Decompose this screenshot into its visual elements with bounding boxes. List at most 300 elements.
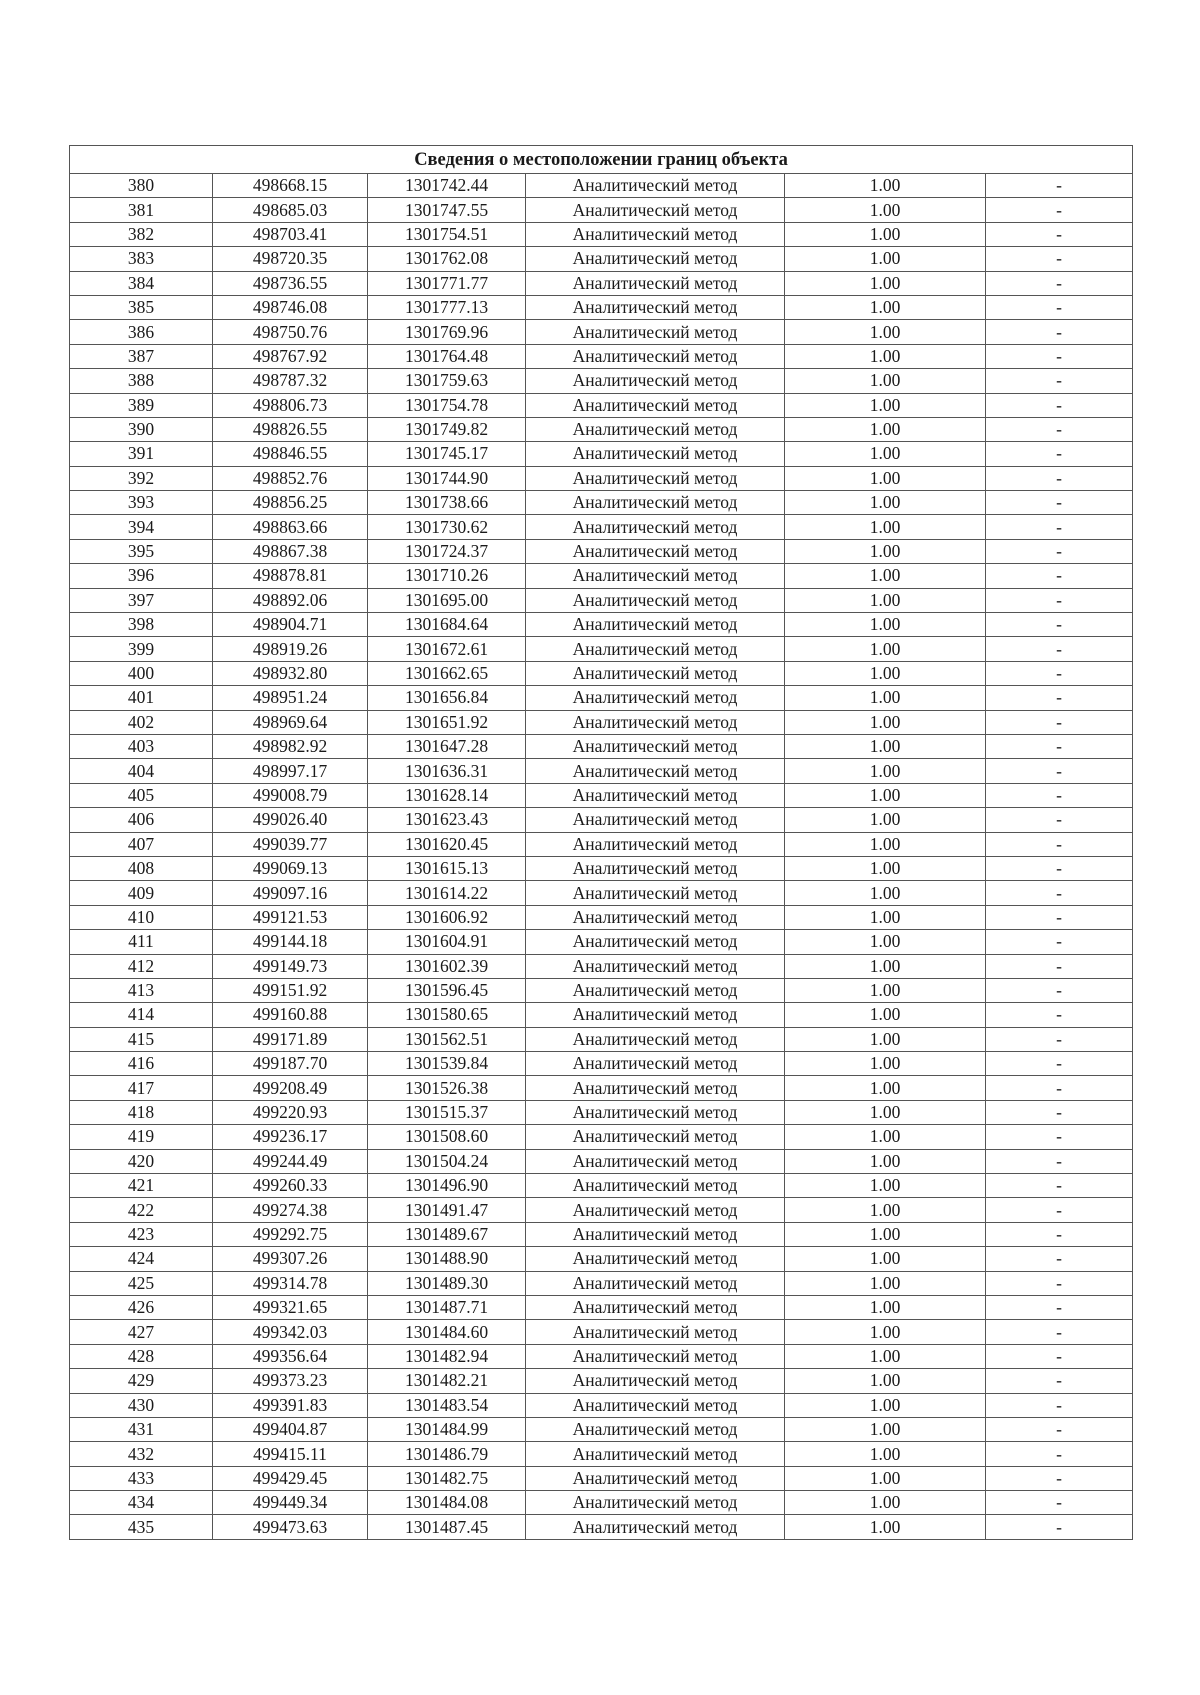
point-number-cell: 416	[70, 1052, 213, 1076]
method-cell: Аналитический метод	[526, 1466, 785, 1490]
note-cell: -	[986, 247, 1133, 271]
y-coordinate-cell: 1301482.21	[368, 1369, 526, 1393]
method-cell: Аналитический метод	[526, 1052, 785, 1076]
y-coordinate-cell: 1301606.92	[368, 905, 526, 929]
method-cell: Аналитический метод	[526, 1417, 785, 1441]
table-row	[70, 1369, 1133, 1393]
method-cell: Аналитический метод	[526, 1369, 785, 1393]
method-cell: Аналитический метод	[526, 661, 785, 685]
accuracy-cell: 1.00	[785, 954, 986, 978]
note-cell: -	[986, 1125, 1133, 1149]
y-coordinate-cell: 1301484.08	[368, 1491, 526, 1515]
note-cell: -	[986, 174, 1133, 198]
x-coordinate-cell: 498852.76	[213, 466, 368, 490]
method-cell: Аналитический метод	[526, 369, 785, 393]
accuracy-cell: 1.00	[785, 881, 986, 905]
x-coordinate-cell: 499208.49	[213, 1076, 368, 1100]
method-cell: Аналитический метод	[526, 734, 785, 758]
x-coordinate-cell: 499039.77	[213, 832, 368, 856]
method-cell: Аналитический метод	[526, 1125, 785, 1149]
y-coordinate-cell: 1301486.79	[368, 1442, 526, 1466]
table-row	[70, 613, 1133, 637]
accuracy-cell: 1.00	[785, 1100, 986, 1124]
note-cell: -	[986, 1320, 1133, 1344]
table-row	[70, 808, 1133, 832]
method-cell: Аналитический метод	[526, 174, 785, 198]
method-cell: Аналитический метод	[526, 1198, 785, 1222]
x-coordinate-cell: 499373.23	[213, 1369, 368, 1393]
x-coordinate-cell: 499121.53	[213, 905, 368, 929]
accuracy-cell: 1.00	[785, 930, 986, 954]
point-number-cell: 407	[70, 832, 213, 856]
accuracy-cell: 1.00	[785, 320, 986, 344]
method-cell: Аналитический метод	[526, 393, 785, 417]
accuracy-cell: 1.00	[785, 783, 986, 807]
x-coordinate-cell: 498904.71	[213, 613, 368, 637]
method-cell: Аналитический метод	[526, 320, 785, 344]
table-row	[70, 759, 1133, 783]
method-cell: Аналитический метод	[526, 1003, 785, 1027]
method-cell: Аналитический метод	[526, 1393, 785, 1417]
x-coordinate-cell: 499404.87	[213, 1417, 368, 1441]
note-cell: -	[986, 734, 1133, 758]
method-cell: Аналитический метод	[526, 442, 785, 466]
x-coordinate-cell: 499415.11	[213, 1442, 368, 1466]
note-cell: -	[986, 1442, 1133, 1466]
accuracy-cell: 1.00	[785, 174, 986, 198]
point-number-cell: 429	[70, 1369, 213, 1393]
table-row	[70, 686, 1133, 710]
accuracy-cell: 1.00	[785, 613, 986, 637]
method-cell: Аналитический метод	[526, 759, 785, 783]
point-number-cell: 390	[70, 417, 213, 441]
x-coordinate-cell: 499314.78	[213, 1271, 368, 1295]
method-cell: Аналитический метод	[526, 783, 785, 807]
x-coordinate-cell: 499391.83	[213, 1393, 368, 1417]
x-coordinate-cell: 499429.45	[213, 1466, 368, 1490]
accuracy-cell: 1.00	[785, 588, 986, 612]
point-number-cell: 433	[70, 1466, 213, 1490]
method-cell: Аналитический метод	[526, 637, 785, 661]
y-coordinate-cell: 1301684.64	[368, 613, 526, 637]
x-coordinate-cell: 499356.64	[213, 1344, 368, 1368]
title-row	[70, 146, 1133, 174]
accuracy-cell: 1.00	[785, 905, 986, 929]
accuracy-cell: 1.00	[785, 1174, 986, 1198]
x-coordinate-cell: 499026.40	[213, 808, 368, 832]
note-cell: -	[986, 978, 1133, 1002]
point-number-cell: 402	[70, 710, 213, 734]
method-cell: Аналитический метод	[526, 1149, 785, 1173]
method-cell: Аналитический метод	[526, 710, 785, 734]
accuracy-cell: 1.00	[785, 710, 986, 734]
x-coordinate-cell: 498846.55	[213, 442, 368, 466]
accuracy-cell: 1.00	[785, 442, 986, 466]
x-coordinate-cell: 498703.41	[213, 222, 368, 246]
x-coordinate-cell: 499171.89	[213, 1027, 368, 1051]
y-coordinate-cell: 1301759.63	[368, 369, 526, 393]
method-cell: Аналитический метод	[526, 247, 785, 271]
point-number-cell: 418	[70, 1100, 213, 1124]
method-cell: Аналитический метод	[526, 978, 785, 1002]
point-number-cell: 414	[70, 1003, 213, 1027]
table-row	[70, 564, 1133, 588]
y-coordinate-cell: 1301769.96	[368, 320, 526, 344]
point-number-cell: 411	[70, 930, 213, 954]
y-coordinate-cell: 1301614.22	[368, 881, 526, 905]
accuracy-cell: 1.00	[785, 247, 986, 271]
table-row	[70, 442, 1133, 466]
y-coordinate-cell: 1301651.92	[368, 710, 526, 734]
note-cell: -	[986, 637, 1133, 661]
table-row	[70, 588, 1133, 612]
point-number-cell: 434	[70, 1491, 213, 1515]
accuracy-cell: 1.00	[785, 1515, 986, 1539]
note-cell: -	[986, 1222, 1133, 1246]
x-coordinate-cell: 498951.24	[213, 686, 368, 710]
x-coordinate-cell: 498919.26	[213, 637, 368, 661]
method-cell: Аналитический метод	[526, 1174, 785, 1198]
note-cell: -	[986, 905, 1133, 929]
y-coordinate-cell: 1301749.82	[368, 417, 526, 441]
table-row	[70, 1295, 1133, 1319]
point-number-cell: 401	[70, 686, 213, 710]
x-coordinate-cell: 499244.49	[213, 1149, 368, 1173]
x-coordinate-cell: 498736.55	[213, 271, 368, 295]
method-cell: Аналитический метод	[526, 856, 785, 880]
y-coordinate-cell: 1301489.67	[368, 1222, 526, 1246]
accuracy-cell: 1.00	[785, 1466, 986, 1490]
x-coordinate-cell: 499307.26	[213, 1247, 368, 1271]
y-coordinate-cell: 1301747.55	[368, 198, 526, 222]
x-coordinate-cell: 499144.18	[213, 930, 368, 954]
point-number-cell: 399	[70, 637, 213, 661]
accuracy-cell: 1.00	[785, 295, 986, 319]
accuracy-cell: 1.00	[785, 637, 986, 661]
method-cell: Аналитический метод	[526, 588, 785, 612]
table-row	[70, 1003, 1133, 1027]
accuracy-cell: 1.00	[785, 832, 986, 856]
table-row	[70, 734, 1133, 758]
note-cell: -	[986, 1344, 1133, 1368]
note-cell: -	[986, 271, 1133, 295]
x-coordinate-cell: 499274.38	[213, 1198, 368, 1222]
method-cell: Аналитический метод	[526, 491, 785, 515]
y-coordinate-cell: 1301484.99	[368, 1417, 526, 1441]
x-coordinate-cell: 498787.32	[213, 369, 368, 393]
method-cell: Аналитический метод	[526, 1295, 785, 1319]
note-cell: -	[986, 759, 1133, 783]
point-number-cell: 423	[70, 1222, 213, 1246]
method-cell: Аналитический метод	[526, 1247, 785, 1271]
table-row	[70, 198, 1133, 222]
method-cell: Аналитический метод	[526, 1027, 785, 1051]
point-number-cell: 417	[70, 1076, 213, 1100]
table-title: Сведения о местоположении границ объекта	[70, 146, 1133, 174]
point-number-cell: 408	[70, 856, 213, 880]
table-row	[70, 222, 1133, 246]
method-cell: Аналитический метод	[526, 564, 785, 588]
point-number-cell: 384	[70, 271, 213, 295]
x-coordinate-cell: 498982.92	[213, 734, 368, 758]
accuracy-cell: 1.00	[785, 491, 986, 515]
note-cell: -	[986, 393, 1133, 417]
y-coordinate-cell: 1301508.60	[368, 1125, 526, 1149]
x-coordinate-cell: 498746.08	[213, 295, 368, 319]
table-row	[70, 1027, 1133, 1051]
note-cell: -	[986, 417, 1133, 441]
table-row	[70, 1515, 1133, 1539]
x-coordinate-cell: 498767.92	[213, 344, 368, 368]
method-cell: Аналитический метод	[526, 686, 785, 710]
y-coordinate-cell: 1301623.43	[368, 808, 526, 832]
method-cell: Аналитический метод	[526, 222, 785, 246]
table-row	[70, 637, 1133, 661]
point-number-cell: 403	[70, 734, 213, 758]
method-cell: Аналитический метод	[526, 1515, 785, 1539]
accuracy-cell: 1.00	[785, 1076, 986, 1100]
method-cell: Аналитический метод	[526, 295, 785, 319]
point-number-cell: 422	[70, 1198, 213, 1222]
point-number-cell: 398	[70, 613, 213, 637]
y-coordinate-cell: 1301754.51	[368, 222, 526, 246]
y-coordinate-cell: 1301656.84	[368, 686, 526, 710]
y-coordinate-cell: 1301504.24	[368, 1149, 526, 1173]
point-number-cell: 419	[70, 1125, 213, 1149]
accuracy-cell: 1.00	[785, 222, 986, 246]
accuracy-cell: 1.00	[785, 734, 986, 758]
point-number-cell: 391	[70, 442, 213, 466]
x-coordinate-cell: 498806.73	[213, 393, 368, 417]
y-coordinate-cell: 1301491.47	[368, 1198, 526, 1222]
point-number-cell: 420	[70, 1149, 213, 1173]
x-coordinate-cell: 498856.25	[213, 491, 368, 515]
y-coordinate-cell: 1301620.45	[368, 832, 526, 856]
y-coordinate-cell: 1301662.65	[368, 661, 526, 685]
x-coordinate-cell: 499187.70	[213, 1052, 368, 1076]
y-coordinate-cell: 1301562.51	[368, 1027, 526, 1051]
x-coordinate-cell: 498878.81	[213, 564, 368, 588]
accuracy-cell: 1.00	[785, 198, 986, 222]
note-cell: -	[986, 1271, 1133, 1295]
x-coordinate-cell: 499069.13	[213, 856, 368, 880]
table-row	[70, 1442, 1133, 1466]
point-number-cell: 432	[70, 1442, 213, 1466]
point-number-cell: 406	[70, 808, 213, 832]
point-number-cell: 426	[70, 1295, 213, 1319]
table-row	[70, 491, 1133, 515]
method-cell: Аналитический метод	[526, 881, 785, 905]
point-number-cell: 393	[70, 491, 213, 515]
point-number-cell: 424	[70, 1247, 213, 1271]
boundary-coordinates-table	[69, 145, 1133, 1540]
accuracy-cell: 1.00	[785, 564, 986, 588]
table-row	[70, 1466, 1133, 1490]
x-coordinate-cell: 499342.03	[213, 1320, 368, 1344]
table-row	[70, 1125, 1133, 1149]
note-cell: -	[986, 344, 1133, 368]
point-number-cell: 421	[70, 1174, 213, 1198]
accuracy-cell: 1.00	[785, 1491, 986, 1515]
method-cell: Аналитический метод	[526, 1076, 785, 1100]
note-cell: -	[986, 930, 1133, 954]
table-row	[70, 344, 1133, 368]
note-cell: -	[986, 881, 1133, 905]
point-number-cell: 388	[70, 369, 213, 393]
table-row	[70, 930, 1133, 954]
table-row	[70, 978, 1133, 1002]
note-cell: -	[986, 808, 1133, 832]
y-coordinate-cell: 1301482.94	[368, 1344, 526, 1368]
note-cell: -	[986, 661, 1133, 685]
x-coordinate-cell: 498863.66	[213, 515, 368, 539]
note-cell: -	[986, 466, 1133, 490]
accuracy-cell: 1.00	[785, 1003, 986, 1027]
x-coordinate-cell: 499236.17	[213, 1125, 368, 1149]
table-row	[70, 1198, 1133, 1222]
method-cell: Аналитический метод	[526, 1271, 785, 1295]
accuracy-cell: 1.00	[785, 978, 986, 1002]
accuracy-cell: 1.00	[785, 808, 986, 832]
accuracy-cell: 1.00	[785, 344, 986, 368]
x-coordinate-cell: 498997.17	[213, 759, 368, 783]
y-coordinate-cell: 1301754.78	[368, 393, 526, 417]
method-cell: Аналитический метод	[526, 832, 785, 856]
accuracy-cell: 1.00	[785, 1149, 986, 1173]
y-coordinate-cell: 1301771.77	[368, 271, 526, 295]
x-coordinate-cell: 498932.80	[213, 661, 368, 685]
note-cell: -	[986, 1027, 1133, 1051]
note-cell: -	[986, 1247, 1133, 1271]
x-coordinate-cell: 498892.06	[213, 588, 368, 612]
note-cell: -	[986, 295, 1133, 319]
point-number-cell: 425	[70, 1271, 213, 1295]
point-number-cell: 435	[70, 1515, 213, 1539]
method-cell: Аналитический метод	[526, 271, 785, 295]
x-coordinate-cell: 499260.33	[213, 1174, 368, 1198]
y-coordinate-cell: 1301647.28	[368, 734, 526, 758]
accuracy-cell: 1.00	[785, 1344, 986, 1368]
y-coordinate-cell: 1301496.90	[368, 1174, 526, 1198]
accuracy-cell: 1.00	[785, 515, 986, 539]
point-number-cell: 395	[70, 539, 213, 563]
x-coordinate-cell: 499008.79	[213, 783, 368, 807]
method-cell: Аналитический метод	[526, 344, 785, 368]
note-cell: -	[986, 1466, 1133, 1490]
y-coordinate-cell: 1301596.45	[368, 978, 526, 1002]
note-cell: -	[986, 1491, 1133, 1515]
method-cell: Аналитический метод	[526, 808, 785, 832]
accuracy-cell: 1.00	[785, 417, 986, 441]
note-cell: -	[986, 222, 1133, 246]
method-cell: Аналитический метод	[526, 539, 785, 563]
x-coordinate-cell: 499292.75	[213, 1222, 368, 1246]
y-coordinate-cell: 1301628.14	[368, 783, 526, 807]
point-number-cell: 404	[70, 759, 213, 783]
method-cell: Аналитический метод	[526, 417, 785, 441]
point-number-cell: 415	[70, 1027, 213, 1051]
note-cell: -	[986, 1393, 1133, 1417]
note-cell: -	[986, 856, 1133, 880]
method-cell: Аналитический метод	[526, 954, 785, 978]
table-row	[70, 1222, 1133, 1246]
note-cell: -	[986, 1369, 1133, 1393]
y-coordinate-cell: 1301515.37	[368, 1100, 526, 1124]
accuracy-cell: 1.00	[785, 271, 986, 295]
method-cell: Аналитический метод	[526, 198, 785, 222]
note-cell: -	[986, 1076, 1133, 1100]
y-coordinate-cell: 1301636.31	[368, 759, 526, 783]
accuracy-cell: 1.00	[785, 1417, 986, 1441]
accuracy-cell: 1.00	[785, 369, 986, 393]
table-row	[70, 393, 1133, 417]
y-coordinate-cell: 1301710.26	[368, 564, 526, 588]
accuracy-cell: 1.00	[785, 1369, 986, 1393]
y-coordinate-cell: 1301483.54	[368, 1393, 526, 1417]
accuracy-cell: 1.00	[785, 1052, 986, 1076]
point-number-cell: 394	[70, 515, 213, 539]
x-coordinate-cell: 498750.76	[213, 320, 368, 344]
y-coordinate-cell: 1301764.48	[368, 344, 526, 368]
point-number-cell: 389	[70, 393, 213, 417]
table-row	[70, 271, 1133, 295]
x-coordinate-cell: 499449.34	[213, 1491, 368, 1515]
table-row	[70, 295, 1133, 319]
y-coordinate-cell: 1301738.66	[368, 491, 526, 515]
note-cell: -	[986, 198, 1133, 222]
point-number-cell: 409	[70, 881, 213, 905]
note-cell: -	[986, 1515, 1133, 1539]
table-row	[70, 832, 1133, 856]
table-row	[70, 417, 1133, 441]
note-cell: -	[986, 1417, 1133, 1441]
point-number-cell: 405	[70, 783, 213, 807]
note-cell: -	[986, 613, 1133, 637]
point-number-cell: 396	[70, 564, 213, 588]
note-cell: -	[986, 1003, 1133, 1027]
note-cell: -	[986, 1052, 1133, 1076]
x-coordinate-cell: 499151.92	[213, 978, 368, 1002]
note-cell: -	[986, 1149, 1133, 1173]
table-row	[70, 247, 1133, 271]
method-cell: Аналитический метод	[526, 1100, 785, 1124]
x-coordinate-cell: 498867.38	[213, 539, 368, 563]
table-row	[70, 661, 1133, 685]
accuracy-cell: 1.00	[785, 1027, 986, 1051]
accuracy-cell: 1.00	[785, 1125, 986, 1149]
point-number-cell: 397	[70, 588, 213, 612]
method-cell: Аналитический метод	[526, 1320, 785, 1344]
y-coordinate-cell: 1301777.13	[368, 295, 526, 319]
note-cell: -	[986, 369, 1133, 393]
x-coordinate-cell: 498668.15	[213, 174, 368, 198]
table-row	[70, 1100, 1133, 1124]
y-coordinate-cell: 1301526.38	[368, 1076, 526, 1100]
note-cell: -	[986, 710, 1133, 734]
y-coordinate-cell: 1301487.71	[368, 1295, 526, 1319]
note-cell: -	[986, 783, 1133, 807]
x-coordinate-cell: 499149.73	[213, 954, 368, 978]
note-cell: -	[986, 1198, 1133, 1222]
table-body	[70, 174, 1133, 1540]
x-coordinate-cell: 498720.35	[213, 247, 368, 271]
accuracy-cell: 1.00	[785, 1295, 986, 1319]
table-row	[70, 1344, 1133, 1368]
point-number-cell: 392	[70, 466, 213, 490]
point-number-cell: 383	[70, 247, 213, 271]
x-coordinate-cell: 499097.16	[213, 881, 368, 905]
method-cell: Аналитический метод	[526, 1491, 785, 1515]
